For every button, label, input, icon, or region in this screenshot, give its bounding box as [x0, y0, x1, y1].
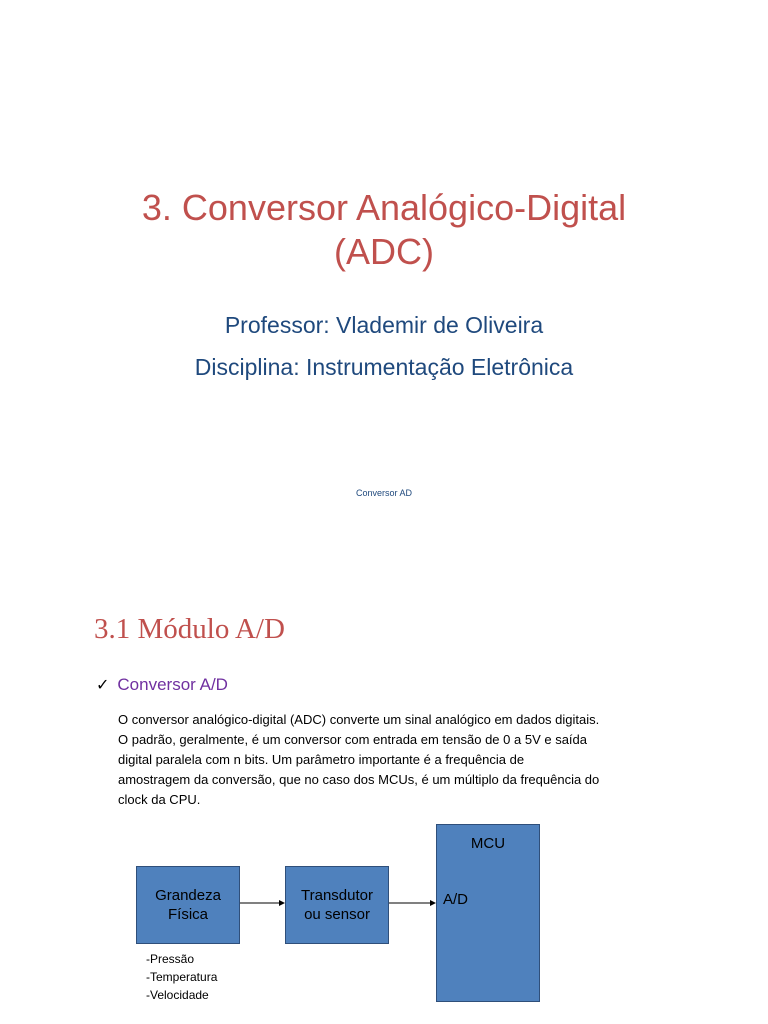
paragraph-line: digital paralela com n bits. Um parâmetro importante é a frequência de — [118, 752, 525, 767]
check-icon: ✓ — [96, 677, 110, 694]
diagram-arrows — [0, 568, 768, 1024]
ad-input-label: A/D — [443, 891, 469, 908]
slide-title-heading — [0, 186, 768, 274]
bullet-label: Conversor A/D — [117, 675, 228, 694]
paragraph-line: O padrão, geralmente, é um conversor com entrada em tensão de 0 a 5V e saída — [118, 732, 587, 747]
grandeza-line-2: Física — [167, 906, 208, 923]
slide-module-ad — [0, 568, 768, 1024]
transdutor-line-1: Transdutor — [301, 887, 373, 904]
list-item: -Temperatura — [146, 970, 218, 984]
paragraph-line: clock da CPU. — [118, 792, 201, 807]
title-line-1: 3. Conversor Analógico-Digital — [141, 187, 627, 228]
paragraph-line: O conversor analógico-digital (ADC) converte um sinal analógico em dados digitais. — [118, 712, 600, 727]
mcu-label: MCU — [470, 835, 506, 852]
quantity-list — [146, 950, 217, 1004]
discipline-line: Disciplina: Instrumentação Eletrônica — [194, 354, 574, 380]
list-item: -Velocidade — [146, 988, 209, 1002]
professor-line: Professor: Vlademir de Oliveira — [224, 312, 544, 338]
section-title: 3.1 Módulo A/D — [94, 613, 285, 645]
slide-footer: Conversor AD — [355, 488, 413, 498]
grandeza-line-1: Grandeza — [155, 887, 221, 904]
list-item: -Pressão — [146, 952, 195, 966]
title-line-2: (ADC) — [334, 231, 434, 272]
transdutor-line-2: ou sensor — [304, 906, 370, 923]
paragraph-line: amostragem da conversão, que no caso dos MCUs, é um múltiplo da frequência do — [118, 772, 600, 787]
